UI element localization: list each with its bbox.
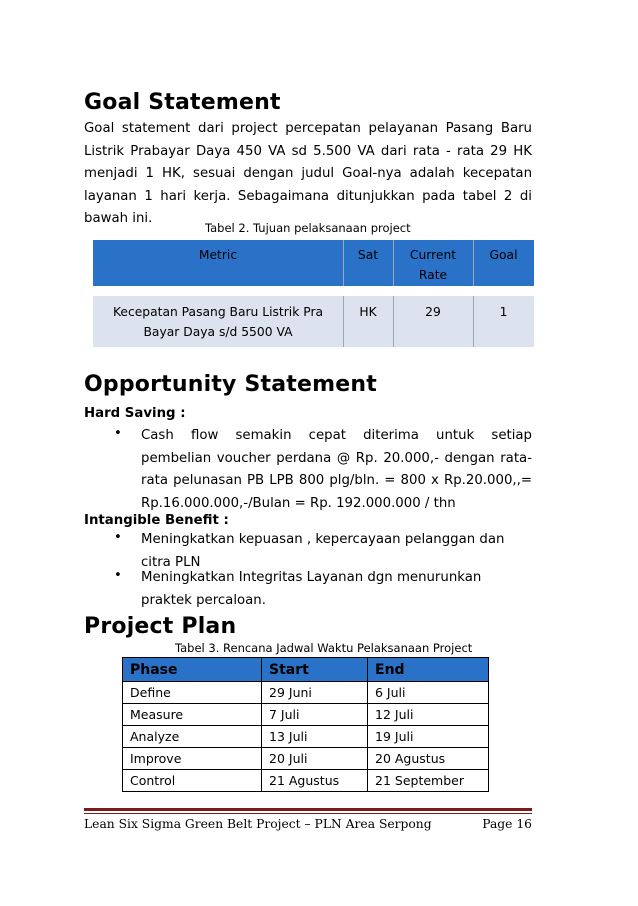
bullet-icon: • xyxy=(114,568,122,583)
table3-cell: 6 Juli xyxy=(368,682,489,704)
hard-saving-line: Cash flow semakin cepat diterima untuk setiap xyxy=(141,428,532,443)
table3-header-end: End xyxy=(368,658,489,682)
goal-line: Listrik Prabayar Daya 450 VA sd 5.500 VA dari rata - rata 29 HK xyxy=(84,143,532,159)
footer-title: Lean Six Sigma Green Belt Project – PLN Area Serpong xyxy=(84,817,432,831)
intangible-line: Meningkatkan Integritas Layanan dgn menurunkan xyxy=(141,570,482,585)
table3-cell: Analyze xyxy=(123,726,262,748)
table2-header-goal: Goal xyxy=(489,248,518,262)
table-row xyxy=(123,770,489,792)
intangible-item-2 xyxy=(141,567,532,612)
table3-header-row xyxy=(123,658,489,682)
table3-header-phase: Phase xyxy=(123,658,262,682)
table3-cell: 20 Juli xyxy=(262,748,368,770)
footer-rule xyxy=(84,808,532,811)
table3-cell: Define xyxy=(123,682,262,704)
hard-saving-text xyxy=(141,425,532,515)
table2-cell-sat: HK xyxy=(359,305,377,319)
table2-cell-metric xyxy=(93,302,343,342)
table3-cell: 12 Juli xyxy=(368,704,489,726)
table3 xyxy=(122,657,489,792)
table2-divider xyxy=(473,240,474,286)
table2-cell-metric-l1: Kecepatan Pasang Baru Listrik Pra xyxy=(112,305,324,319)
goal-line: layanan 1 hari kerja. Sebagaimana ditunjukkan pada tabel 2 di xyxy=(84,188,532,204)
intangible-line: Meningkatkan kepuasan , kepercayaan pelanggan dan xyxy=(141,532,505,547)
table-row xyxy=(123,682,489,704)
bullet-icon: • xyxy=(114,426,122,441)
table3-cell: Improve xyxy=(123,748,262,770)
intangible-line: praktek percaloan. xyxy=(141,592,266,608)
table3-cell: 13 Juli xyxy=(262,726,368,748)
table2-divider xyxy=(393,296,394,347)
table2-cell-metric-l2: Bayar Daya s/d 5500 VA xyxy=(143,325,293,339)
table3-cell: 20 Agustus xyxy=(368,748,489,770)
table-row xyxy=(123,748,489,770)
table3-caption: Tabel 3. Rencana Jadwal Waktu Pelaksanaan Project xyxy=(175,641,473,655)
table2-divider xyxy=(393,240,394,286)
table3-cell: 19 Juli xyxy=(368,726,489,748)
table3-cell: 21 Agustus xyxy=(262,770,368,792)
table2-divider xyxy=(343,296,344,347)
opportunity-heading: Opportunity Statement xyxy=(84,372,377,397)
table2-cell-current: 29 xyxy=(425,305,441,319)
plan-heading: Project Plan xyxy=(84,614,237,639)
table3-cell: 29 Juni xyxy=(262,682,368,704)
table2-header xyxy=(93,240,534,286)
goal-line: menjadi 1 HK, sesuai dengan judul Goal-nya adalah kecepatan xyxy=(84,166,532,181)
hard-saving-line: Rp.16.000.000,-/Bulan = Rp. 192.000.000 / thn xyxy=(141,495,456,511)
page-number: Page 16 xyxy=(482,817,532,831)
table2-header-current-l1: Current xyxy=(409,248,457,262)
footer-rule xyxy=(84,813,532,814)
table3-header-start: Start xyxy=(262,658,368,682)
hard-saving-label: Hard Saving : xyxy=(84,406,186,421)
table3-cell: 7 Juli xyxy=(262,704,368,726)
goal-paragraph xyxy=(84,118,532,231)
table2-header-current xyxy=(393,245,473,285)
table2-cell-goal: 1 xyxy=(499,305,508,319)
hard-saving-line: rata pelunasan PB LPB 800 plg/bln. = 800 x Rp.20.000,,= xyxy=(141,473,532,488)
hard-saving-line: pembelian voucher perdana @ Rp. 20.000,- dengan rata- xyxy=(141,450,532,466)
table-row xyxy=(123,726,489,748)
intangible-line: citra PLN xyxy=(141,554,201,570)
intangible-label: Intangible Benefit : xyxy=(84,513,229,528)
table2-header-current-l2: Rate xyxy=(418,268,448,282)
table2-header-sat: Sat xyxy=(357,248,379,262)
table3-cell: Measure xyxy=(123,704,262,726)
table3-cell: Control xyxy=(123,770,262,792)
table2-divider xyxy=(343,240,344,286)
goal-line: Goal statement dari project percepatan pelayanan Pasang Baru xyxy=(84,121,532,136)
bullet-icon: • xyxy=(114,530,122,545)
table-row xyxy=(123,704,489,726)
goal-heading: Goal Statement xyxy=(84,90,281,115)
table2-caption: Tabel 2. Tujuan pelaksanaan project xyxy=(205,221,411,235)
goal-line: bawah ini. xyxy=(84,211,153,226)
table2-row xyxy=(93,296,534,347)
table2-header-metric: Metric xyxy=(198,248,238,262)
table2-divider xyxy=(473,296,474,347)
table3-cell: 21 September xyxy=(368,770,489,792)
